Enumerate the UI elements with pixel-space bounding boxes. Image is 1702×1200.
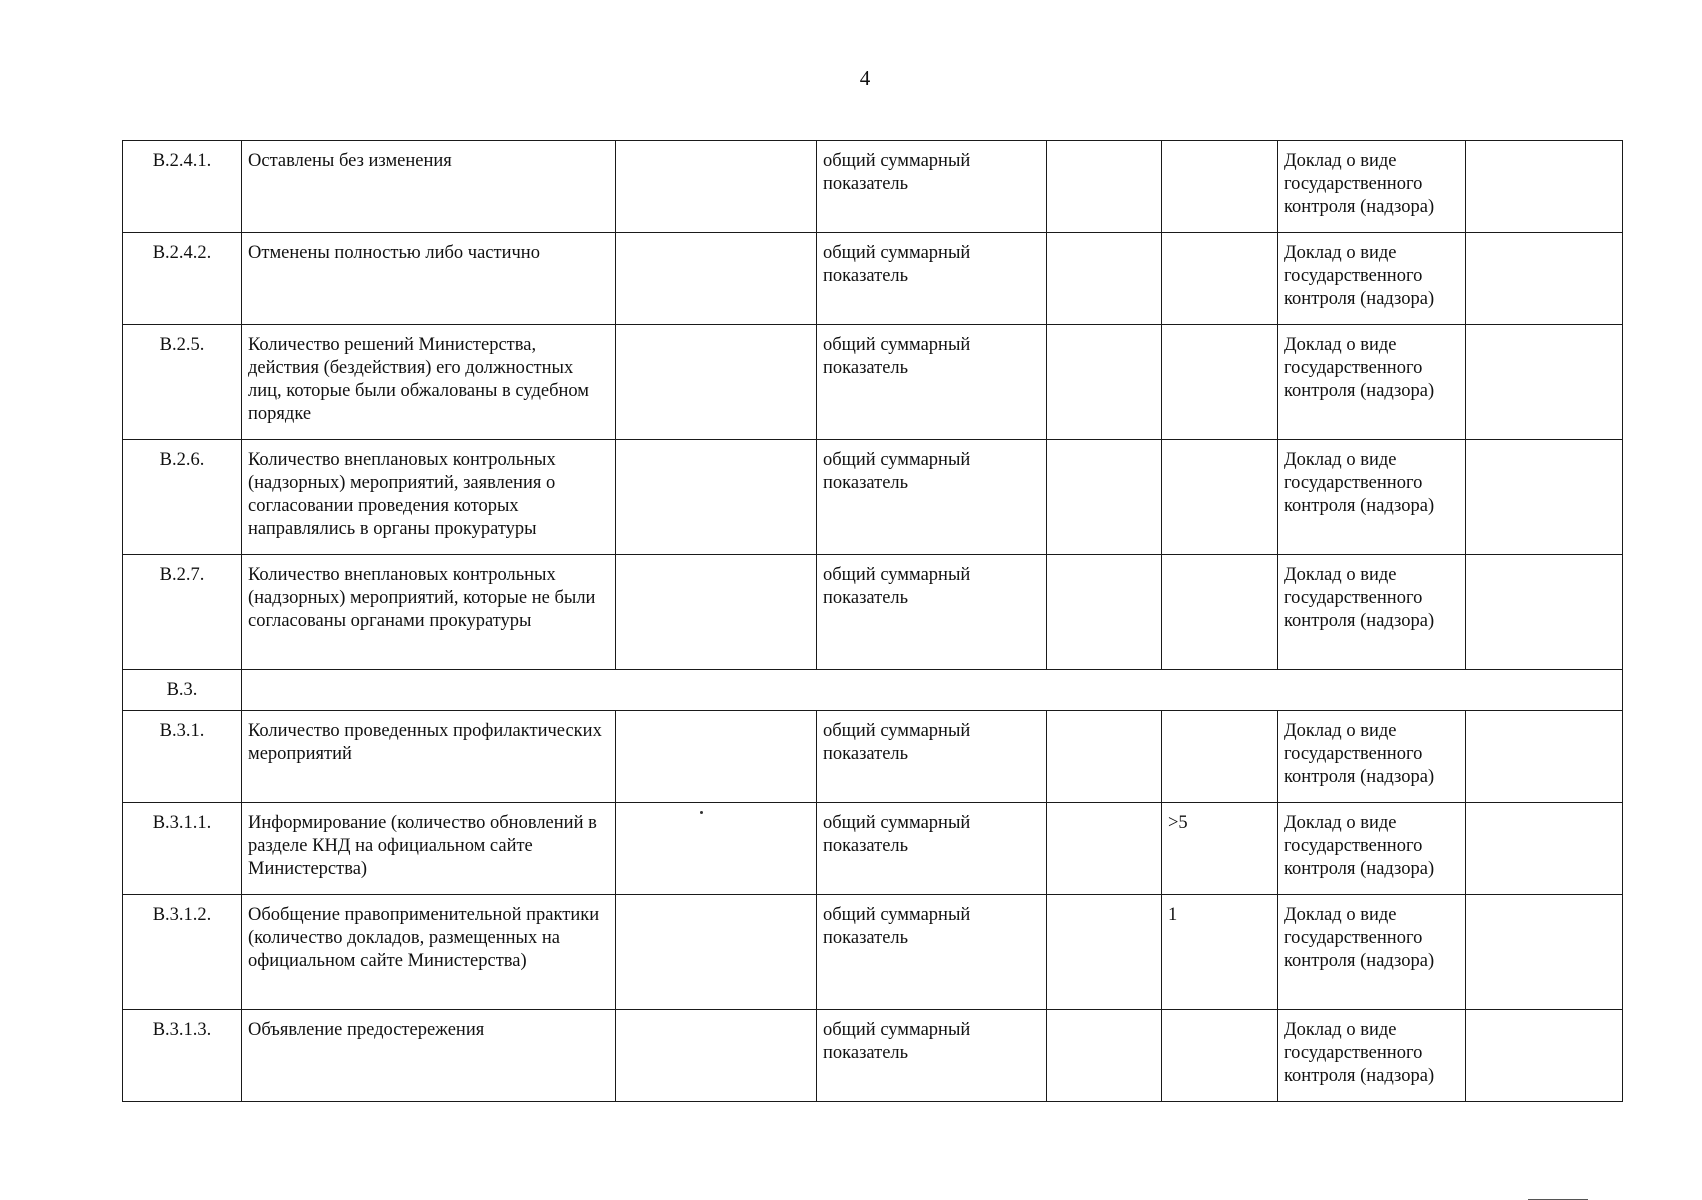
empty-cell <box>616 555 817 670</box>
empty-cell <box>616 895 817 1010</box>
indicator-name: Оставлены без изменения <box>242 141 616 233</box>
indicator-code: В.2.4.1. <box>123 141 242 233</box>
indicator-source: Доклад о виде государственного контроля (надзора) <box>1278 555 1466 670</box>
empty-cell <box>1466 325 1623 440</box>
indicator-value <box>1162 711 1278 803</box>
section-title <box>242 670 1623 711</box>
indicator-type: общий суммарный показатель <box>817 803 1047 895</box>
empty-cell <box>1466 233 1623 325</box>
table-row <box>123 711 1623 803</box>
section-row <box>123 670 1623 711</box>
empty-cell <box>1466 141 1623 233</box>
indicator-name: Количество внеплановых контрольных (надзорных) мероприятий, заявления о согласовании проведения которых направлялись в органы прокуратуры <box>242 440 616 555</box>
indicator-type: общий суммарный показатель <box>817 233 1047 325</box>
empty-cell <box>1466 895 1623 1010</box>
empty-cell <box>616 325 817 440</box>
indicator-type: общий суммарный показатель <box>817 141 1047 233</box>
empty-cell <box>616 803 817 895</box>
indicator-type: общий суммарный показатель <box>817 895 1047 1010</box>
table-row <box>123 895 1623 1010</box>
empty-cell <box>616 233 817 325</box>
indicator-source: Доклад о виде государственного контроля (надзора) <box>1278 141 1466 233</box>
indicator-code: В.3.1.3. <box>123 1010 242 1102</box>
indicator-code: В.2.7. <box>123 555 242 670</box>
indicator-type: общий суммарный показатель <box>817 555 1047 670</box>
indicator-source: Доклад о виде государственного контроля (надзора) <box>1278 325 1466 440</box>
empty-cell <box>1047 803 1162 895</box>
indicator-value <box>1162 555 1278 670</box>
section-code: В.3. <box>123 670 242 711</box>
indicator-code: В.3.1.2. <box>123 895 242 1010</box>
empty-cell <box>616 711 817 803</box>
indicator-code: В.3.1. <box>123 711 242 803</box>
indicator-source: Доклад о виде государственного контроля (надзора) <box>1278 440 1466 555</box>
empty-cell <box>1047 141 1162 233</box>
empty-cell <box>1047 711 1162 803</box>
empty-cell <box>1466 803 1623 895</box>
indicator-code: В.2.6. <box>123 440 242 555</box>
indicator-source: Доклад о виде государственного контроля (надзора) <box>1278 711 1466 803</box>
empty-cell <box>1047 325 1162 440</box>
indicator-type: общий суммарный показатель <box>817 711 1047 803</box>
empty-cell <box>1047 555 1162 670</box>
table-row <box>123 1010 1623 1102</box>
indicator-name: Количество решений Министерства, действия (бездействия) его должностных лиц, которые были обжалованы в судебном порядке <box>242 325 616 440</box>
indicator-source: Доклад о виде государственного контроля (надзора) <box>1278 1010 1466 1102</box>
indicator-type: общий суммарный показатель <box>817 1010 1047 1102</box>
table-row <box>123 325 1623 440</box>
empty-cell <box>1466 555 1623 670</box>
indicator-code: В.2.4.2. <box>123 233 242 325</box>
indicator-value <box>1162 141 1278 233</box>
empty-cell <box>616 141 817 233</box>
indicator-type: общий суммарный показатель <box>817 440 1047 555</box>
empty-cell <box>616 440 817 555</box>
table-row <box>123 233 1623 325</box>
empty-cell <box>1466 1010 1623 1102</box>
indicator-value <box>1162 440 1278 555</box>
indicator-name: Количество проведенных профилактических мероприятий <box>242 711 616 803</box>
table-row <box>123 440 1623 555</box>
indicator-value <box>1162 325 1278 440</box>
empty-cell <box>1047 233 1162 325</box>
indicator-value <box>1162 1010 1278 1102</box>
indicators-table <box>122 140 1623 1102</box>
table-row <box>123 803 1623 895</box>
page-number: 4 <box>859 66 871 90</box>
empty-cell <box>1047 895 1162 1010</box>
empty-cell <box>1466 440 1623 555</box>
indicator-name: Информирование (количество обновлений в разделе КНД на официальном сайте Министерства) <box>242 803 616 895</box>
indicator-value: >5 <box>1162 803 1278 895</box>
indicator-name: Объявление предостережения <box>242 1010 616 1102</box>
table-row <box>123 555 1623 670</box>
empty-cell <box>1047 440 1162 555</box>
indicator-type: общий суммарный показатель <box>817 325 1047 440</box>
empty-cell <box>1466 711 1623 803</box>
indicator-name: Отменены полностью либо частично <box>242 233 616 325</box>
indicator-value: 1 <box>1162 895 1278 1010</box>
empty-cell <box>616 1010 817 1102</box>
indicator-source: Доклад о виде государственного контроля (надзора) <box>1278 895 1466 1010</box>
empty-cell <box>1047 1010 1162 1102</box>
indicator-name: Обобщение правоприменительной практики (количество докладов, размещенных на официальном сайте Министерства) <box>242 895 616 1010</box>
scan-speck <box>700 811 703 814</box>
indicator-name: Количество внеплановых контрольных (надзорных) мероприятий, которые не были согласованы органами прокуратуры <box>242 555 616 670</box>
indicator-value <box>1162 233 1278 325</box>
indicator-source: Доклад о виде государственного контроля (надзора) <box>1278 233 1466 325</box>
indicator-code: В.2.5. <box>123 325 242 440</box>
indicator-source: Доклад о виде государственного контроля (надзора) <box>1278 803 1466 895</box>
indicator-code: В.3.1.1. <box>123 803 242 895</box>
table-row <box>123 141 1623 233</box>
